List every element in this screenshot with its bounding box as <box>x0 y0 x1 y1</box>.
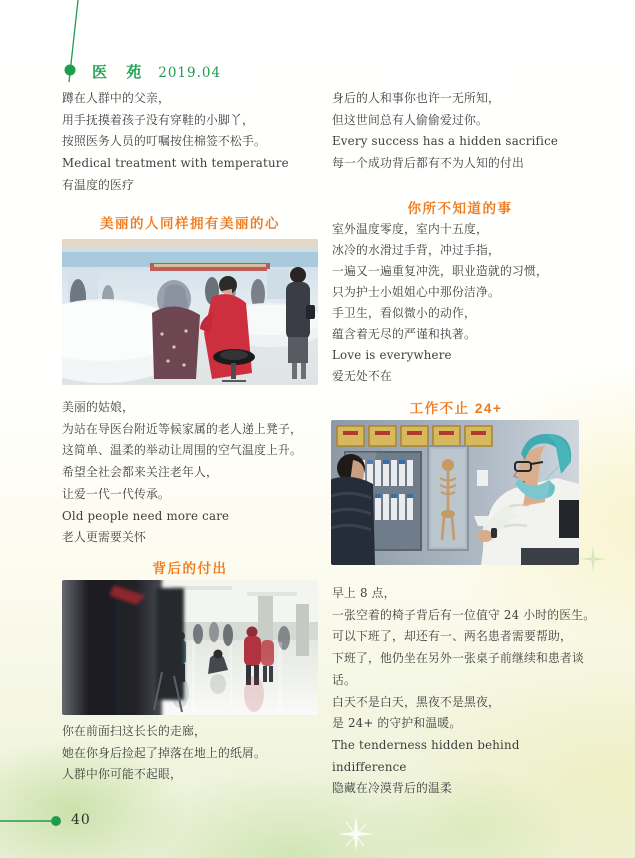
text-line: 蕴含着无尽的严谨和执著。 <box>332 327 476 341</box>
text-line: 可以下班了，却还有一、两名患者需要帮助， <box>332 629 572 644</box>
photo-corridor-sweeping <box>62 580 318 715</box>
text-line: 白天不是白天，黑夜不是黑夜， <box>332 694 500 709</box>
text-line: 是 24+ 的守护和温暖。 <box>332 716 462 731</box>
text-line: 蹲在人群中的父亲， <box>62 91 170 105</box>
text-line: Every success has a hidden sacrifice <box>332 134 559 149</box>
section-heading-beautiful-heart: 美丽的人同样拥有美丽的心 <box>100 216 280 231</box>
left-intro-block <box>62 88 328 197</box>
issue-date: 2019.04 <box>158 65 222 81</box>
text-line: 有温度的医疗 <box>62 177 134 192</box>
section-heading-things-unknown: 你所不知道的事 <box>407 201 513 216</box>
right-intro-block <box>332 88 598 175</box>
right-section1-block <box>332 219 598 387</box>
text-line: 早上 8 点， <box>332 586 396 600</box>
text-line: Love is everywhere <box>332 348 452 362</box>
footer-rule-icon <box>0 810 80 832</box>
text-line: 室外温度零度，室内十五度， <box>332 222 488 236</box>
sparkle-icon <box>580 546 606 572</box>
text-line: 她在你身后捡起了掉落在地上的纸屑。 <box>62 745 266 760</box>
text-line: 爱无处不在 <box>332 369 392 383</box>
photo-lobby-guide-helping-elderly <box>62 239 318 385</box>
photo-doctor-consulting-patient <box>331 420 579 565</box>
text-line: 美丽的姑娘， <box>62 400 134 414</box>
right-section2-block <box>332 583 598 800</box>
text-line: 手卫生，看似微小的动作， <box>332 306 476 320</box>
text-line: The tenderness hidden behind indifference <box>332 737 520 774</box>
text-line: 冰冷的水滑过手背，冲过手指， <box>332 243 500 257</box>
section-heading-work-24plus: 工作不止 24+ <box>409 401 503 416</box>
text-line: 用手抚摸着孩子没有穿鞋的小脚丫， <box>62 112 254 127</box>
header <box>92 61 221 82</box>
text-line: 让爱一代一代传承。 <box>62 486 170 501</box>
text-line: 按照医务人员的叮嘱按住棉签不松手。 <box>62 134 266 149</box>
text-line: 为站在导医台附近等候家属的老人递上凳子， <box>62 421 302 436</box>
left-section2-block <box>62 721 328 786</box>
text-line: 你在前面扫这长长的走廊， <box>62 724 206 738</box>
text-line: 老人更需要关怀 <box>62 530 146 545</box>
left-section1-block <box>62 397 328 549</box>
page-number: 40 <box>71 812 91 828</box>
text-line: 人群中你可能不起眼， <box>62 767 182 782</box>
sparkle-icon <box>338 816 374 852</box>
text-line: 一遍又一遍重复冲洗，职业造就的习惯， <box>332 264 548 278</box>
text-line: 下班了，他仍坐在另外一张桌子前继续和患者谈话。 <box>332 651 584 687</box>
text-line: 这简单、温柔的举动让周围的空气温度上升。 <box>62 443 302 458</box>
journal-title: 医 苑 <box>92 63 149 81</box>
text-line: 每一个成功背后都有不为人知的付出 <box>332 156 524 171</box>
text-line: 只为护士小姐姐心中那份洁净。 <box>332 285 500 299</box>
text-line: Medical treatment with temperature <box>62 156 289 171</box>
text-line: 希望全社会都来关注老年人， <box>62 465 218 480</box>
text-line: 隐藏在冷漠背后的温柔 <box>332 781 452 796</box>
section-heading-behind-effort: 背后的付出 <box>152 561 228 576</box>
text-line: 身后的人和事你也许一无所知， <box>332 91 500 105</box>
text-line: 但这世间总有人偷偷爱过你。 <box>332 112 488 127</box>
text-line: Old people need more care <box>62 508 230 523</box>
text-line: 一张空着的椅子背后有一位值守 24 小时的医生。 <box>332 607 596 622</box>
